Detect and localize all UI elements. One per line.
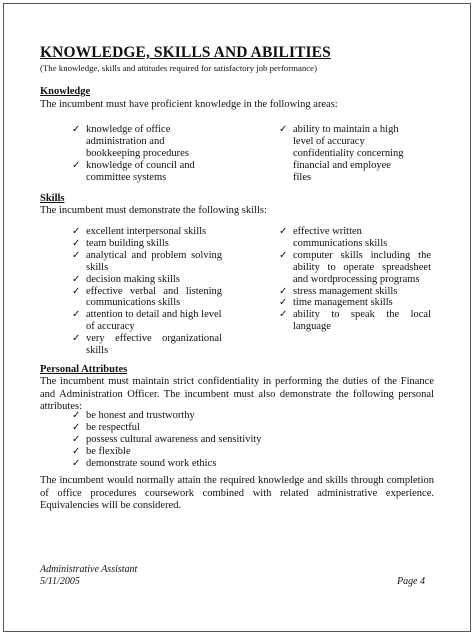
footer-date: 5/11/2005 <box>40 576 80 587</box>
checkmark-icon: ✓ <box>72 237 81 249</box>
checkmark-icon: ✓ <box>72 333 81 345</box>
list-item: ✓ be flexible <box>72 445 131 457</box>
list-item: ✓ decision making skills <box>72 273 180 285</box>
knowledge-intro: The incumbent must have proficient knowledge in the following areas: <box>40 99 338 110</box>
list-item: ✓ possess cultural awareness and sensitivity <box>72 433 262 445</box>
personal-attributes-heading: Personal Attributes <box>40 364 128 375</box>
list-item: ✓ attention to detail and high level of accuracy <box>72 309 222 333</box>
personal-attributes-list <box>72 410 312 470</box>
checkmark-icon: ✓ <box>279 249 288 261</box>
checkmark-icon: ✓ <box>279 226 288 237</box>
checkmark-icon: ✓ <box>72 159 81 171</box>
checkmark-icon: ✓ <box>72 410 81 421</box>
knowledge-heading: Knowledge <box>40 86 91 97</box>
footer-doc-name: Administrative Assistant <box>40 564 138 575</box>
list-item: ✓ effective written communications skills <box>279 226 388 249</box>
knowledge-list-right <box>279 124 405 184</box>
list-item: ✓ be honest and trustworthy <box>72 410 195 421</box>
page-subtitle: (The knowledge, skills and attitudes required for satisfactory job performance) <box>40 63 318 73</box>
checkmark-icon: ✓ <box>279 285 288 297</box>
checkmark-icon: ✓ <box>72 226 81 237</box>
list-item: ✓ team building skills <box>72 237 169 249</box>
footer-page-number: Page 4 <box>397 576 426 587</box>
checkmark-icon: ✓ <box>279 297 288 309</box>
skills-heading: Skills <box>40 193 65 204</box>
checkmark-icon: ✓ <box>72 445 81 457</box>
checkmark-icon: ✓ <box>72 421 81 433</box>
checkmark-icon: ✓ <box>72 273 81 285</box>
list-item: ✓ ability to speak the local language <box>279 309 431 333</box>
list-item: ✓ computer skills including the ability to operate spreadsheet and wordprocessing programs <box>279 249 431 285</box>
checkmark-icon: ✓ <box>72 249 81 261</box>
checkmark-icon: ✓ <box>72 309 81 321</box>
closing-paragraph: The incumbent would normally attain the required knowledge and skills through completion of office procedures coursework combined with related administrative experience. Equivalencies will be considered. <box>40 475 434 511</box>
list-item: ✓ be respectful <box>72 421 140 433</box>
list-item: ✓ ability to maintain a high level of accuracy confidentiality concerning financial and employee files <box>279 124 404 183</box>
checkmark-icon: ✓ <box>72 433 81 445</box>
list-item: ✓ knowledge of office administration and bookkeeping procedures <box>72 124 189 159</box>
list-item: ✓ knowledge of council and committee systems <box>72 159 195 183</box>
checkmark-icon: ✓ <box>72 285 81 297</box>
list-item: ✓ effective verbal and listening communications skills <box>72 285 222 309</box>
skills-intro: The incumbent must demonstrate the following skills: <box>40 205 267 216</box>
page-title: KNOWLEDGE, SKILLS AND ABILITIES <box>40 44 331 61</box>
checkmark-icon: ✓ <box>279 309 288 321</box>
list-item: ✓ stress management skills <box>279 285 398 297</box>
list-item: ✓ demonstrate sound work ethics <box>72 457 217 469</box>
checkmark-icon: ✓ <box>72 124 81 135</box>
footer-left <box>40 564 137 588</box>
list-item: ✓ analytical and problem solving skills <box>72 249 222 273</box>
skills-list-right <box>279 226 431 333</box>
skills-list-left <box>72 226 222 357</box>
list-item: ✓ time management skills <box>279 297 393 309</box>
personal-attributes-intro: The incumbent must maintain strict confidentiality in performing the duties of the Finance and Administration Officer. The incumbent must also demonstrate the following personal attributes: <box>40 376 434 412</box>
knowledge-list-left <box>72 124 206 184</box>
checkmark-icon: ✓ <box>72 457 81 469</box>
checkmark-icon: ✓ <box>279 124 288 135</box>
list-item: ✓ very effective organizational skills <box>72 333 222 357</box>
list-item: ✓ excellent interpersonal skills <box>72 226 207 237</box>
